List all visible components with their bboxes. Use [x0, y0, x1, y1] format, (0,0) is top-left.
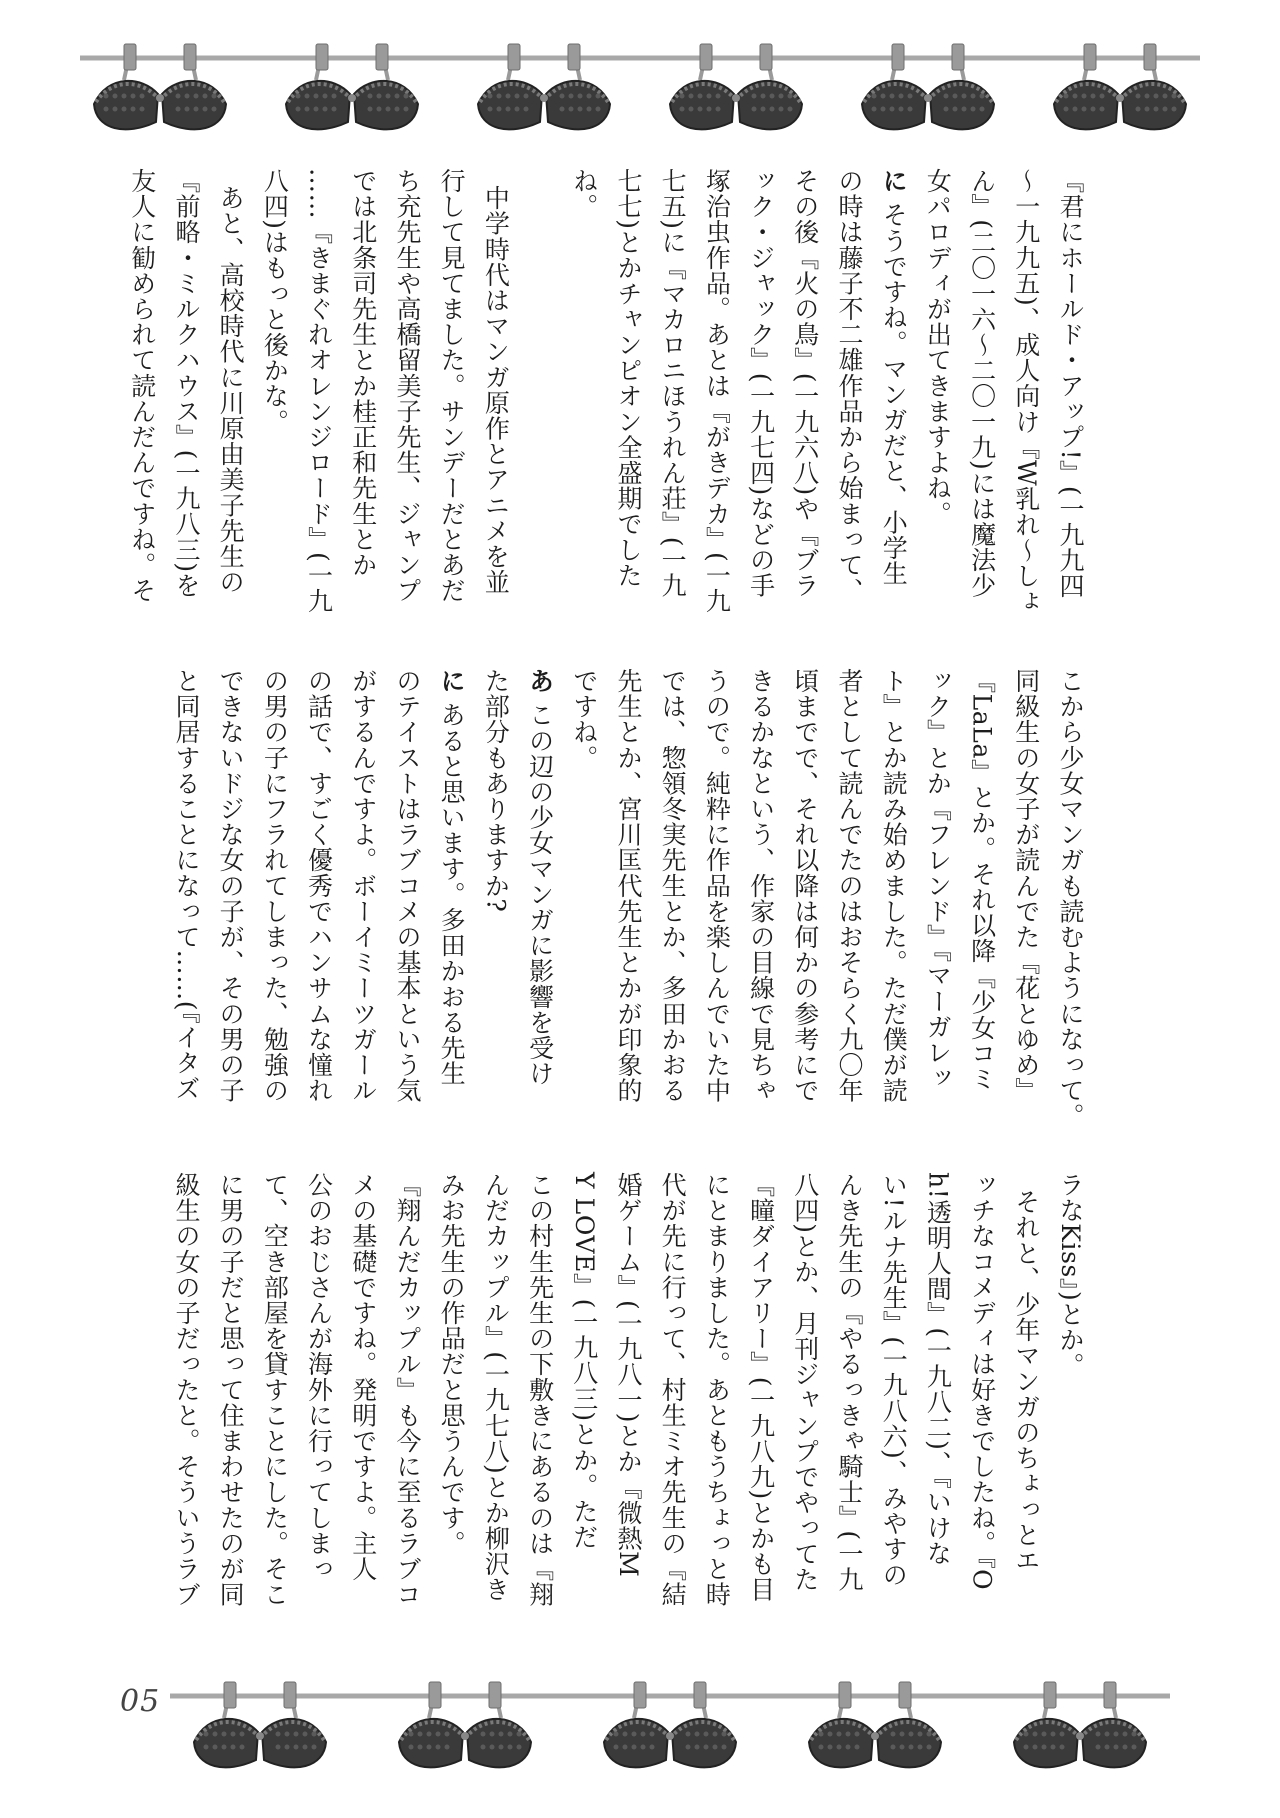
text-column: んき先生の『やるっきゃ騎士』(一九	[834, 1172, 864, 1592]
text-column: 『君にホールド・アップ!』(一九九四	[1056, 168, 1085, 599]
text-column: て、空き部屋を貸すことにした。そこ	[260, 1172, 290, 1608]
text-column: 『前略・ミルクハウス』(一九八三)を	[171, 168, 201, 599]
speaker-text: この辺の少女マンガに影響を受け	[525, 693, 555, 1087]
text-column	[517, 168, 561, 648]
text-column: 『翔んだカップル』も今に至るラブコ	[392, 1172, 422, 1608]
text-column: この村生先生の下敷きにあるのは『翔	[525, 1172, 555, 1608]
text-column: 公のおじさんが海外に行ってしまっ	[304, 1172, 334, 1582]
text-column: 中学時代はマンガ原作とアニメを並	[481, 168, 511, 595]
text-column: 婚ゲーム』(一九八一)とか『微熱M	[613, 1172, 643, 1578]
page-number: 05	[120, 1684, 161, 1719]
text-column: できないドジな女の子が、その男の子	[216, 668, 246, 1104]
text-column: 同級生の女子が読んでた『花とゆめ』	[1011, 668, 1041, 1104]
text-column: がするんですよ。ボーイミーツガール	[348, 668, 378, 1104]
text-column: の時は藤子不二雄作品から始まって、	[834, 168, 864, 604]
text-column: うので。純粋に作品を楽しんでいた中	[702, 668, 732, 1104]
text-column: ック』とか『フレンド』『マーガレッ	[923, 668, 953, 1091]
text-column: 友人に勧められて読んだんですね。そ	[127, 168, 157, 604]
text-column: ち充先生や高橋留美子先生、ジャンプ	[392, 168, 422, 604]
text-column: ッチなコメディは好きでしたね。『O	[967, 1172, 997, 1591]
text-column: 代が先に行って、村生ミオ先生の『結	[658, 1172, 688, 1608]
text-column: んだカップル』(一九七八)とか柳沢き	[481, 1172, 511, 1603]
text-column	[429, 668, 473, 1152]
text-column: 七七)とかチャンピオン全盛期でした	[613, 168, 643, 588]
text-column: それと、少年マンガのちょっとエ	[1011, 1172, 1041, 1574]
text-column: 者として読んでたのはおそらく九〇年	[834, 668, 864, 1104]
top-clothesline-decoration	[80, 40, 1200, 150]
text-column: ……『きまぐれオレンジロード』(一九	[304, 168, 334, 614]
text-column: 八四)はもっと後かな。	[260, 168, 290, 435]
text-column: と同居することになって……(『イタズ	[171, 668, 201, 1102]
text-column: ですね。	[569, 668, 599, 771]
text-column: その後『火の鳥』(一九六八)や『ブラ	[790, 168, 820, 599]
text-column: 頃までで、それ以降は何かの参考にで	[790, 668, 820, 1104]
speaker-text: そうですね。マンガだと、小学生	[879, 193, 909, 587]
text-column: みお先生の作品だと思うんです。	[437, 1172, 467, 1556]
text-column: の話で、すごく優秀でハンサムな憧れ	[304, 668, 334, 1104]
text-column: メの基礎ですね。発明ですよ。主人	[348, 1172, 378, 1582]
text-column: た部分もありますか?	[481, 668, 511, 913]
text-column: 七五)に『マカロニほうれん荘』(一九	[658, 168, 688, 599]
text-column: 塚治虫作品。あとは『がきデカ』(一九	[702, 168, 732, 614]
text-column: 先生とか、宮川匡代先生とかが印象的	[613, 668, 643, 1104]
text-column: の男の子にフラれてしまった、勉強の	[260, 668, 290, 1104]
text-column: に男の子だと思って住まわせたのが同	[216, 1172, 246, 1608]
text-column: 『LaLa』とか。それ以降『少女コミ	[967, 668, 997, 1092]
text-column: 女パロディが出てきますよね。	[923, 168, 953, 527]
text-column: では、惣領冬実先生とか、多田かおる	[658, 668, 688, 1104]
text-band-top	[127, 168, 1092, 648]
text-column: にとまりました。あともうちょっと時	[702, 1172, 732, 1608]
text-column: 〜一九九五)、成人向け『W乳れ〜しょ	[1011, 168, 1041, 615]
text-column: あと、高校時代に川原由美子先生の	[216, 168, 246, 595]
text-column: 『瞳ダイアリー』(一九八九)とかも目	[746, 1172, 776, 1603]
speaker-label: に	[437, 668, 467, 694]
text-column	[871, 168, 915, 648]
text-column: では北条司先生とか桂正和先生とか	[348, 168, 378, 578]
text-column: 八四)とか、月刊ジャンプでやってた	[790, 1172, 820, 1592]
text-column: こから少女マンガも読むようになって。	[1056, 668, 1085, 1129]
text-column: ん』(二〇一六〜二〇一九)には魔法少	[967, 168, 997, 599]
text-column: のテイストはラブコメの基本という気	[392, 668, 422, 1104]
text-column: ック・ジャック』(一九七四)などの手	[746, 168, 776, 599]
text-band-bottom	[154, 1172, 1092, 1624]
speaker-label: に	[879, 168, 909, 194]
text-column: きるかなという、作家の目線で見ちゃ	[746, 668, 776, 1104]
speaker-text: あると思います。多田かおる先生	[437, 693, 467, 1087]
text-column: 級生の女の子だったと。そういうラブ	[171, 1172, 201, 1608]
text-column: ト』とか読み始めました。ただ僕が読	[879, 668, 909, 1104]
bottom-clothesline-decoration	[170, 1648, 1170, 1818]
text-column: 行して見てました。サンデーだとあだ	[437, 168, 467, 604]
text-column: ラなKiss』)とか。	[1056, 1172, 1085, 1379]
text-column	[517, 668, 561, 1152]
text-column: ね。	[569, 168, 599, 220]
text-column: Y LOVE』(一九八三)とか。ただ	[569, 1172, 599, 1550]
text-band-middle	[154, 668, 1092, 1152]
speaker-label: あ	[525, 668, 555, 694]
text-column: い!ルナ先生』(一九八六)、みやすの	[879, 1172, 909, 1588]
text-column: h!透明人間』(一九八二)、『いけな	[923, 1172, 953, 1566]
